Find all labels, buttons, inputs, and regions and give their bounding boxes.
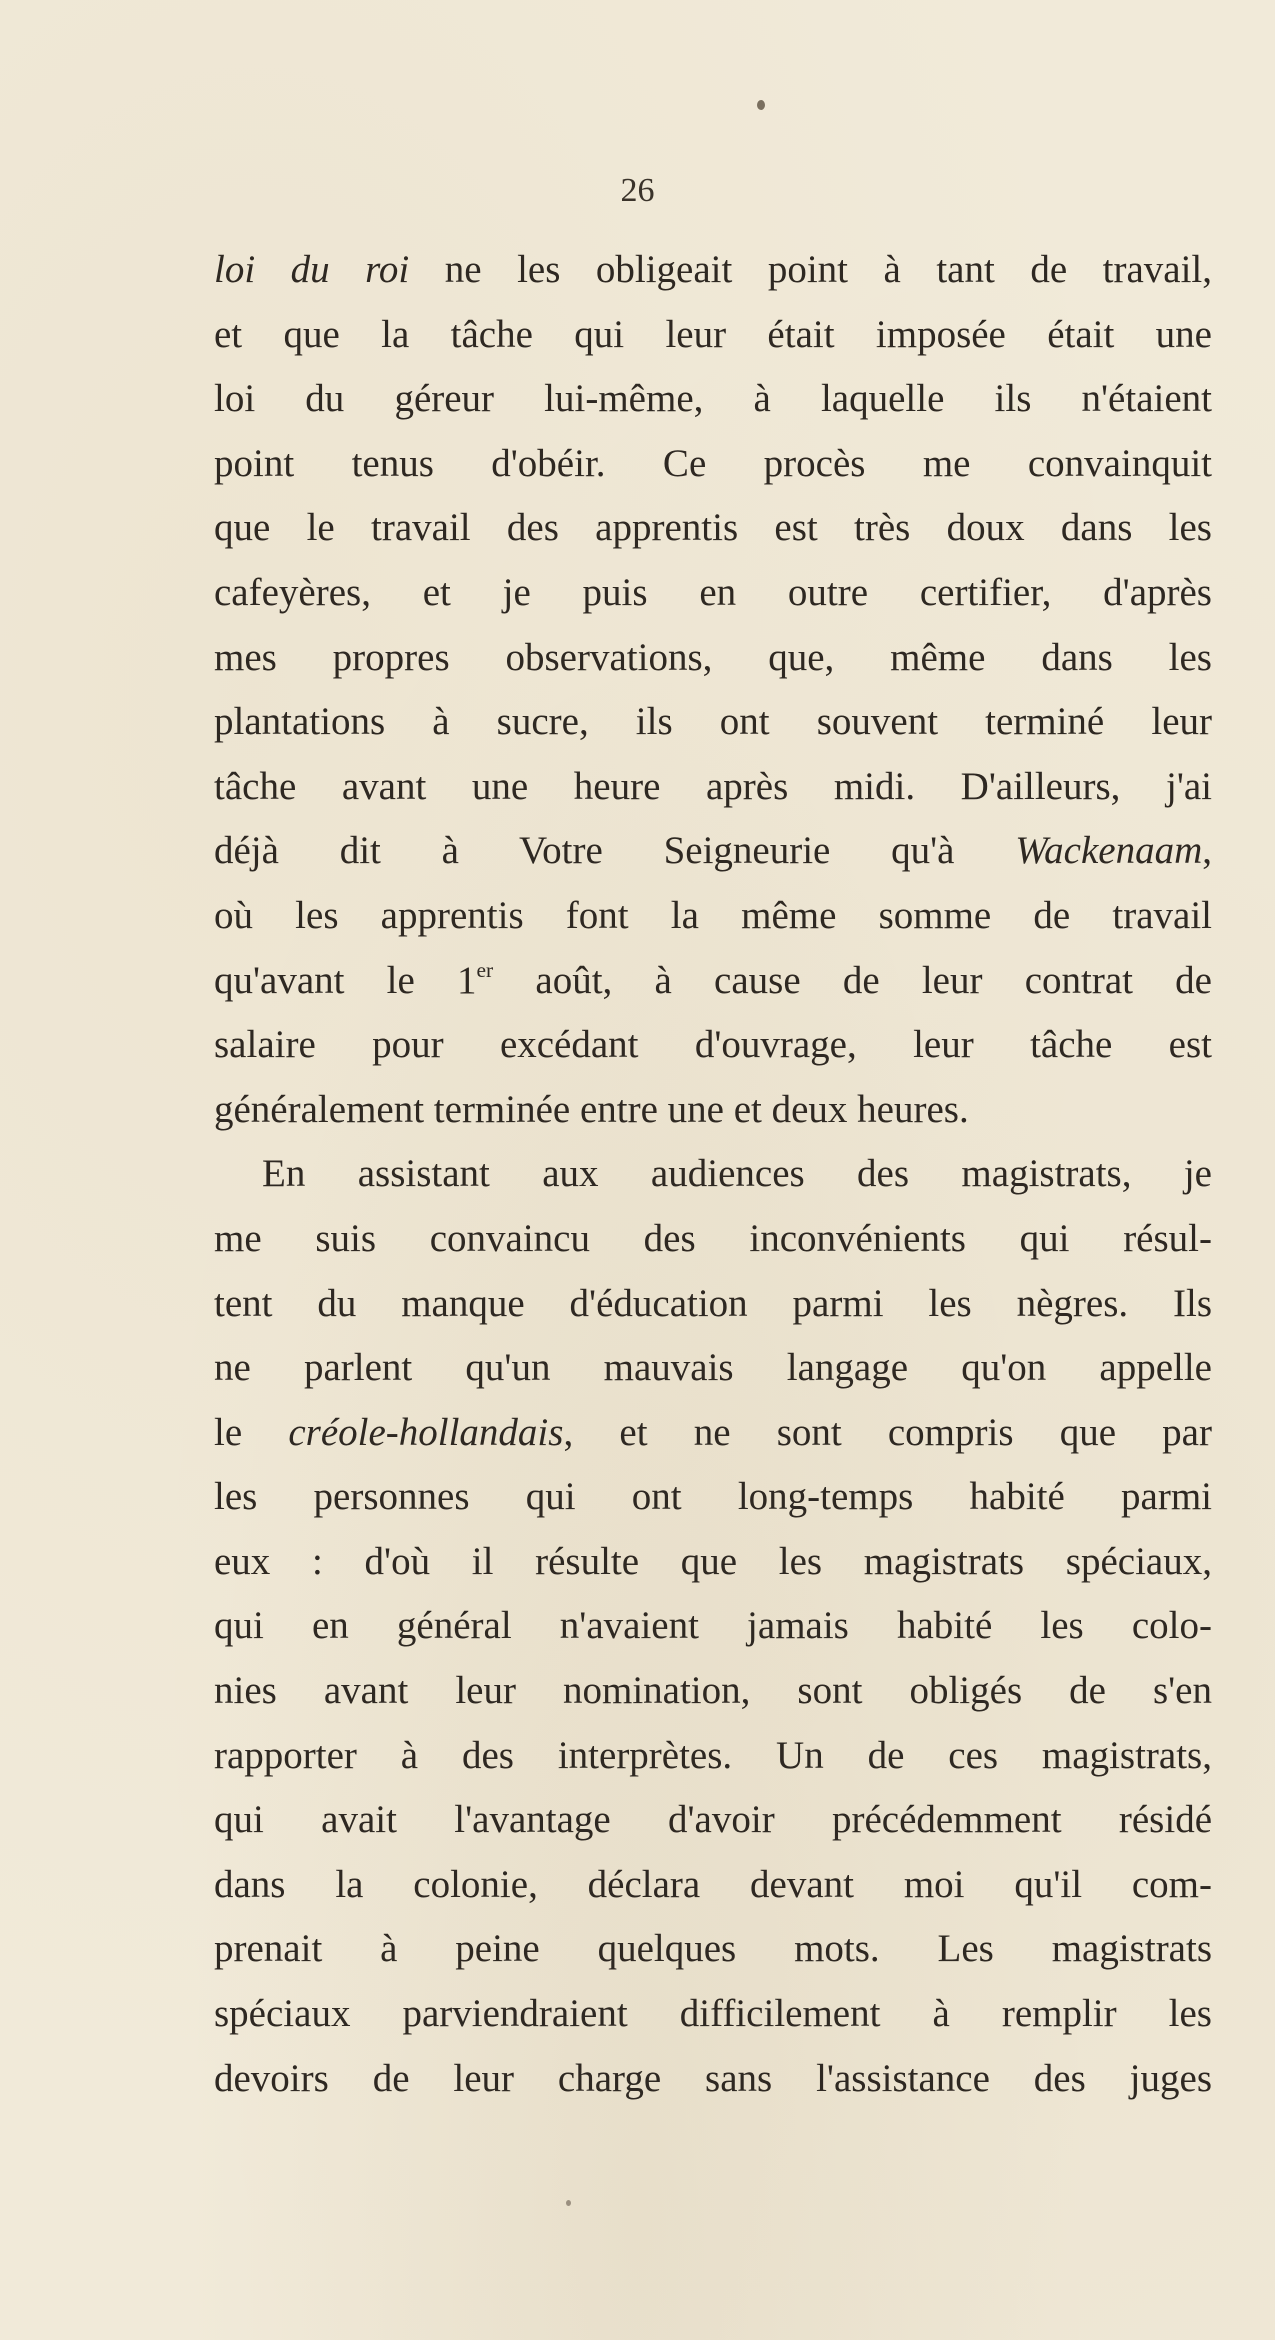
text-segment: où les apprentis font la même somme de travail <box>214 893 1212 937</box>
text-segment: et que la tâche qui leur était imposée était une <box>214 312 1212 356</box>
text-segment: tâche avant une heure après midi. D'ailleurs, j'ai <box>214 764 1212 808</box>
text-segment: les personnes qui ont long-temps habité parmi <box>214 1475 1212 1519</box>
text-line <box>214 1142 1212 1207</box>
text-line <box>214 626 1212 691</box>
italic-text: créole-hollandais <box>288 1410 564 1454</box>
text-segment: mes propres observations, que, même dans les <box>214 635 1212 679</box>
text-segment: , <box>1202 829 1212 873</box>
text-line <box>214 1659 1212 1724</box>
text-segment: dans la colonie, déclara devant moi qu'il com- <box>214 1862 1212 1906</box>
ink-speck <box>566 2200 571 2206</box>
italic-text: loi du roi <box>214 248 410 291</box>
text-segment: qui en général n'avaient jamais habité les colo- <box>214 1604 1212 1648</box>
text-segment: prenait à peine quelques mots. Les magistrats <box>214 1927 1212 1971</box>
text-segment: généralement terminée entre une et deux heures. <box>214 1087 969 1131</box>
text-line <box>214 1013 1212 1078</box>
text-segment: tent du manque d'éducation parmi les nègres. Ils <box>214 1281 1212 1325</box>
text-line <box>214 690 1212 755</box>
text-segment: salaire pour excédant d'ouvrage, leur tâche est <box>214 1023 1212 1067</box>
text-line <box>214 303 1212 368</box>
text-segment: loi du géreur lui-même, à laquelle ils n'étaient <box>214 377 1212 421</box>
text-line <box>214 1982 1212 2047</box>
text-segment: ne les obligeait point à tant de travail, <box>409 248 1212 291</box>
text-segment: que le travail des apprentis est très doux dans les <box>214 506 1212 550</box>
text-segment: déjà dit à Votre Seigneurie qu'à <box>214 829 1016 873</box>
text-segment: nies avant leur nomination, sont obligés de s'en <box>214 1669 1212 1713</box>
text-line <box>214 1530 1212 1595</box>
text-segment: qu'avant le 1 <box>214 958 477 1002</box>
text-line <box>214 1788 1212 1853</box>
text-line <box>214 238 1212 303</box>
text-line <box>214 2047 1212 2112</box>
text-line <box>214 1724 1212 1789</box>
text-line <box>214 367 1212 432</box>
text-line <box>214 1853 1212 1918</box>
text-line <box>214 755 1212 820</box>
text-segment: me suis convaincu des inconvénients qui résul- <box>214 1216 1212 1260</box>
page-number: 26 <box>620 172 655 209</box>
text-segment: le <box>214 1410 289 1454</box>
text-line <box>214 949 1212 1014</box>
text-line <box>214 1594 1212 1659</box>
text-segment: devoirs de leur charge sans l'assistance des juges <box>214 2056 1212 2100</box>
text-line <box>214 884 1212 949</box>
text-line <box>214 1401 1212 1466</box>
text-segment: août, à cause de leur contrat de <box>493 958 1212 1002</box>
text-segment: rapporter à des interprètes. Un de ces magistrats, <box>214 1733 1212 1777</box>
ink-speck <box>757 100 765 110</box>
body-text <box>214 238 1212 2111</box>
text-segment: cafeyères, et je puis en outre certifier, d'après <box>214 570 1212 614</box>
text-line <box>214 1917 1212 1982</box>
text-line <box>214 1465 1212 1530</box>
text-line <box>214 1207 1212 1272</box>
text-segment: plantations à sucre, ils ont souvent terminé leur <box>214 700 1212 744</box>
text-segment: spéciaux parviendraient difficilement à remplir les <box>214 1992 1212 2036</box>
italic-text: Wackenaam <box>1015 829 1203 873</box>
text-line <box>214 819 1212 884</box>
text-line <box>214 561 1212 626</box>
text-segment: eux : d'où il résulte que les magistrats spéciaux, <box>214 1539 1212 1583</box>
text-segment: ne parlent qu'un mauvais langage qu'on appelle <box>214 1346 1212 1390</box>
text-segment: qui avait l'avantage d'avoir précédemment résidé <box>214 1798 1212 1842</box>
text-line <box>214 432 1212 497</box>
text-segment: , et ne sont compris que par <box>563 1410 1212 1454</box>
text-line <box>214 1336 1212 1401</box>
text-line <box>214 1078 1212 1143</box>
text-segment: En assistant aux audiences des magistrats, je <box>262 1152 1212 1196</box>
superscript: er <box>476 957 494 982</box>
text-line <box>214 1272 1212 1337</box>
text-segment: point tenus d'obéir. Ce procès me convainquit <box>214 441 1212 485</box>
text-line <box>214 496 1212 561</box>
